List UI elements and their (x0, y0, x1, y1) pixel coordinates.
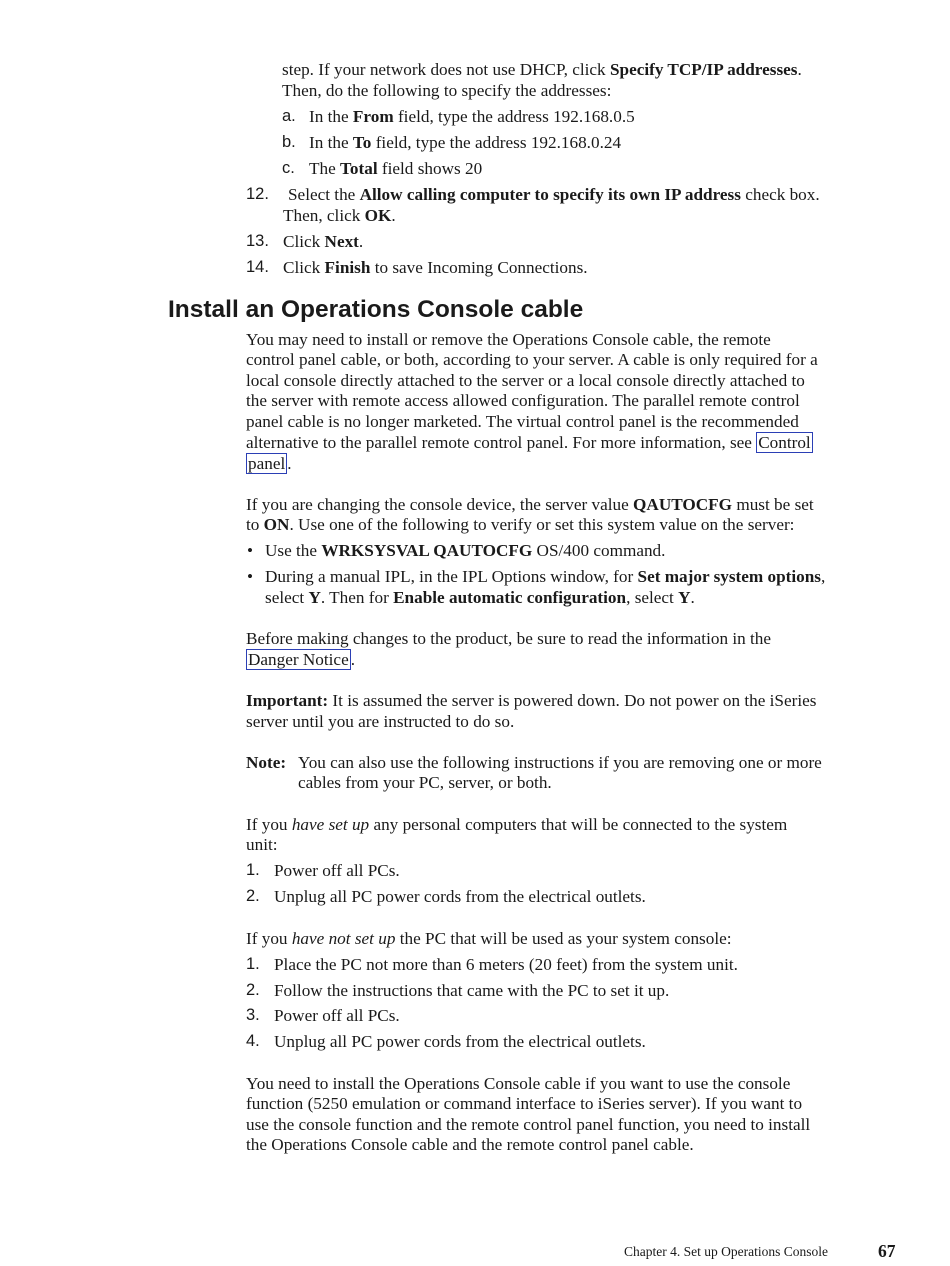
step-13-number: 13. (246, 232, 269, 250)
step-13-text: Click Next. (283, 232, 364, 251)
substep-b-text: In the To field, type the address 192.168.0.24 (309, 133, 622, 152)
intro-line-7: panel . (248, 454, 292, 473)
control-panel-link[interactable]: Control (758, 433, 811, 452)
footer-chapter: Chapter 4. Set up Operations Console (624, 1244, 828, 1259)
intro-line-3: local console directly attached to the server or a local console directly attached to (246, 371, 805, 390)
intro-line-1: You may need to install or remove the Operations Console cable, the remote (246, 330, 771, 349)
notsetup-item-3-text: Power off all PCs. (274, 1006, 400, 1025)
qautocfg-line-2: to ON. Use one of the following to verify or set this system value on the server: (246, 515, 795, 534)
note-line-1: You can also use the following instructions if you are removing one or more (298, 753, 822, 772)
important-line-2: server until you are instructed to do so. (246, 712, 515, 731)
setup-item-2-number: 2. (246, 887, 260, 905)
notsetup-item-2-text: Follow the instructions that came with the PC to set it up. (274, 981, 670, 1000)
step-12-line-1: Select the Allow calling computer to specify its own IP address check box. (288, 185, 820, 204)
setup-item-2-text: Unplug all PC power cords from the electrical outlets. (274, 887, 646, 906)
setup-line-1: If you have set up any personal computers that will be connected to the system (246, 815, 788, 834)
final-line-3: use the console function and the remote control panel function, you need to install (246, 1115, 811, 1134)
final-line-1: You need to install the Operations Console cable if you want to use the console (246, 1074, 791, 1093)
section-heading: Install an Operations Console cable (168, 296, 584, 323)
step-14-number: 14. (246, 258, 269, 276)
intro-line-5: panel cable is no longer marketed. The virtual control panel is the recommended (246, 412, 799, 431)
important-line-1: Important: It is assumed the server is powered down. Do not power on the iSeries (246, 691, 817, 710)
qautocfg-line-1: If you are changing the console device, the server value QAUTOCFG must be set (246, 495, 814, 514)
step-12-line-2: Then, click OK. (283, 206, 396, 225)
page-number: 67 (878, 1241, 896, 1261)
intro-line-2: control panel cable, or both, according to your server. A cable is only required for a (246, 350, 818, 369)
final-line-4: the Operations Console cable and the remote control panel cable. (246, 1135, 694, 1154)
notsetup-item-1-text: Place the PC not more than 6 meters (20 feet) from the system unit. (274, 955, 738, 974)
step-continuation-line-2: Then, do the following to specify the addresses: (282, 81, 612, 100)
substep-c-marker: c. (282, 159, 295, 177)
setup-item-1-number: 1. (246, 861, 260, 879)
intro-line-4: the server with remote access allowed configuration. The parallel remote control (246, 391, 800, 410)
bullet-1-marker: • (247, 541, 254, 560)
danger-notice-link[interactable]: Danger Notice (248, 650, 349, 669)
step-14-text: Click Finish to save Incoming Connections. (283, 258, 588, 277)
substep-a-text: In the From field, type the address 192.168.0.5 (309, 107, 635, 126)
substep-a-marker: a. (282, 107, 296, 125)
note-label: Note: (246, 753, 287, 772)
bullet-2-line-2: select Y. Then for Enable automatic configuration, select Y. (265, 588, 695, 607)
bullet-2-line-1: During a manual IPL, in the IPL Options window, for Set major system options, (265, 567, 826, 586)
setup-item-1-text: Power off all PCs. (274, 861, 400, 880)
final-line-2: function (5250 emulation or command interface to iSeries server). If you want to (246, 1094, 803, 1113)
notsetup-line-1: If you have not set up the PC that will be used as your system console: (246, 929, 732, 948)
control-panel-link-continued[interactable]: panel (248, 454, 286, 473)
danger-line-1: Before making changes to the product, be sure to read the information in the (246, 629, 772, 648)
substep-c-text: The Total field shows 20 (309, 159, 483, 178)
bullet-2-marker: • (247, 567, 254, 586)
notsetup-item-4-text: Unplug all PC power cords from the electrical outlets. (274, 1032, 646, 1051)
substep-b-marker: b. (282, 133, 296, 151)
danger-line-2: Danger Notice . (248, 650, 355, 669)
notsetup-item-4-number: 4. (246, 1032, 260, 1050)
notsetup-item-2-number: 2. (246, 981, 260, 999)
note-line-2: cables from your PC, server, or both. (298, 773, 552, 792)
setup-line-2: unit: (246, 835, 278, 854)
intro-line-6: alternative to the parallel remote control panel. For more information, see Control (246, 433, 811, 452)
step-12-number: 12. (246, 185, 269, 203)
step-continuation-line-1: step. If your network does not use DHCP, click Specify TCP/IP addresses. (282, 60, 802, 79)
bullet-1-text: Use the WRKSYSVAL QAUTOCFG OS/400 command. (265, 541, 666, 560)
notsetup-item-1-number: 1. (246, 955, 260, 973)
notsetup-item-3-number: 3. (246, 1006, 260, 1024)
